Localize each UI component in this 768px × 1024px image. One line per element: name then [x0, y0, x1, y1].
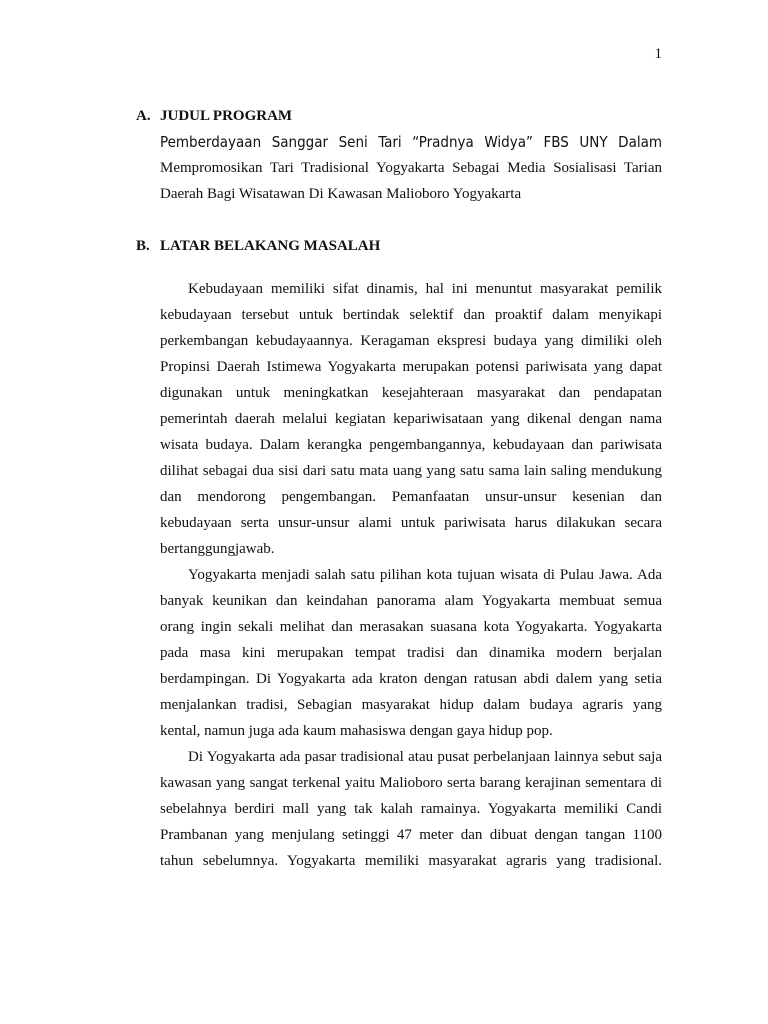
paragraph-3-line: Di Yogyakarta ada pasar tradisional atau pusat perbelanjaan lainnya sebut saja — [188, 749, 662, 765]
section-a-heading — [136, 106, 292, 126]
section-a-marker: A. — [136, 108, 151, 124]
section-b-heading — [136, 236, 380, 256]
section-a-title: JUDUL PROGRAM — [160, 108, 293, 124]
paragraph-2-line: banyak keunikan dan keindahan panorama alam Yogyakarta membuat semua — [160, 593, 662, 609]
paragraph-2-line: Yogyakarta menjadi salah satu pilihan kota tujuan wisata di Pulau Jawa. Ada — [188, 567, 662, 583]
paragraph-2-line: menjalankan tradisi, Sebagian masyarakat hidup dalam budaya agraris yang — [160, 697, 662, 713]
section-b-marker: B. — [136, 238, 150, 254]
paragraph-3-line: Prambanan yang menjulang setinggi 47 meter dan dibuat dengan tangan 1100 — [160, 827, 662, 843]
paragraph-2-line: kental, namun juga ada kaum mahasiswa dengan gaya hidup pop. — [160, 723, 553, 739]
paragraph-3-line: kawasan yang sangat terkenal yaitu Malioboro serta barang kerajinan sementara di — [160, 775, 662, 791]
program-title-line-1: Pemberdayaan Sanggar Seni Tari “Pradnya Widya” FBS UNY Dalam — [160, 133, 662, 151]
paragraph-1-line: kebudayaan serta unsur-unsur alami untuk pariwisata harus dilakukan secara — [160, 515, 662, 531]
paragraph-1-line: dan mendorong pengembangan. Pemanfaatan unsur-unsur kesenian dan — [160, 489, 662, 505]
paragraph-2-line: berdampingan. Di Yogyakarta ada kraton dengan ratusan abdi dalem yang setia — [160, 671, 662, 687]
paragraph-3-line: sebelahnya berdiri mall yang tak kalah ramainya. Yogyakarta memiliki Candi — [160, 801, 662, 817]
paragraph-1-line: dilihat sebagai dua sisi dari satu mata uang yang satu sama lain saling mendukung — [160, 463, 662, 479]
paragraph-2-line: pada masa kini merupakan tempat tradisi dan dinamika modern berjalan — [160, 645, 662, 661]
paragraph-1-line: perkembangan kebudayaannya. Keragaman ekspresi budaya yang dimiliki oleh — [160, 333, 662, 349]
program-title-line-2: Mempromosikan Tari Tradisional Yogyakarta Sebagai Media Sosialisasi Tarian — [160, 160, 662, 176]
section-b-title: LATAR BELAKANG MASALAH — [160, 238, 381, 254]
page-number: 1 — [654, 46, 662, 62]
paragraph-1-line: Kebudayaan memiliki sifat dinamis, hal ini menuntut masyarakat pemilik — [188, 281, 662, 297]
paragraph-1-line: digunakan untuk meningkatkan kesejahteraan masyarakat dan pendapatan — [160, 385, 662, 401]
paragraph-2-line: orang ingin sekali melihat dan merasakan suasana kota Yogyakarta. Yogyakarta — [160, 619, 662, 635]
paragraph-1-line: Propinsi Daerah Istimewa Yogyakarta merupakan potensi pariwisata yang dapat — [160, 359, 662, 375]
paragraph-1-line: wisata budaya. Dalam kerangka pengembangannya, kebudayaan dan pariwisata — [160, 437, 662, 453]
paragraph-1-line: bertanggungjawab. — [160, 541, 275, 557]
paragraph-3-line: tahun sebelumnya. Yogyakarta memiliki masyarakat agraris yang tradisional. — [160, 853, 662, 869]
paragraph-1-line: pemerintah daerah melalui kegiatan kepariwisataan yang dikenal dengan nama — [160, 411, 662, 427]
program-title-line-3: Daerah Bagi Wisatawan Di Kawasan Malioboro Yogyakarta — [160, 186, 522, 202]
paragraph-1-line: kebudayaan tersebut untuk bertindak selektif dan proaktif dalam menyikapi — [160, 307, 662, 323]
